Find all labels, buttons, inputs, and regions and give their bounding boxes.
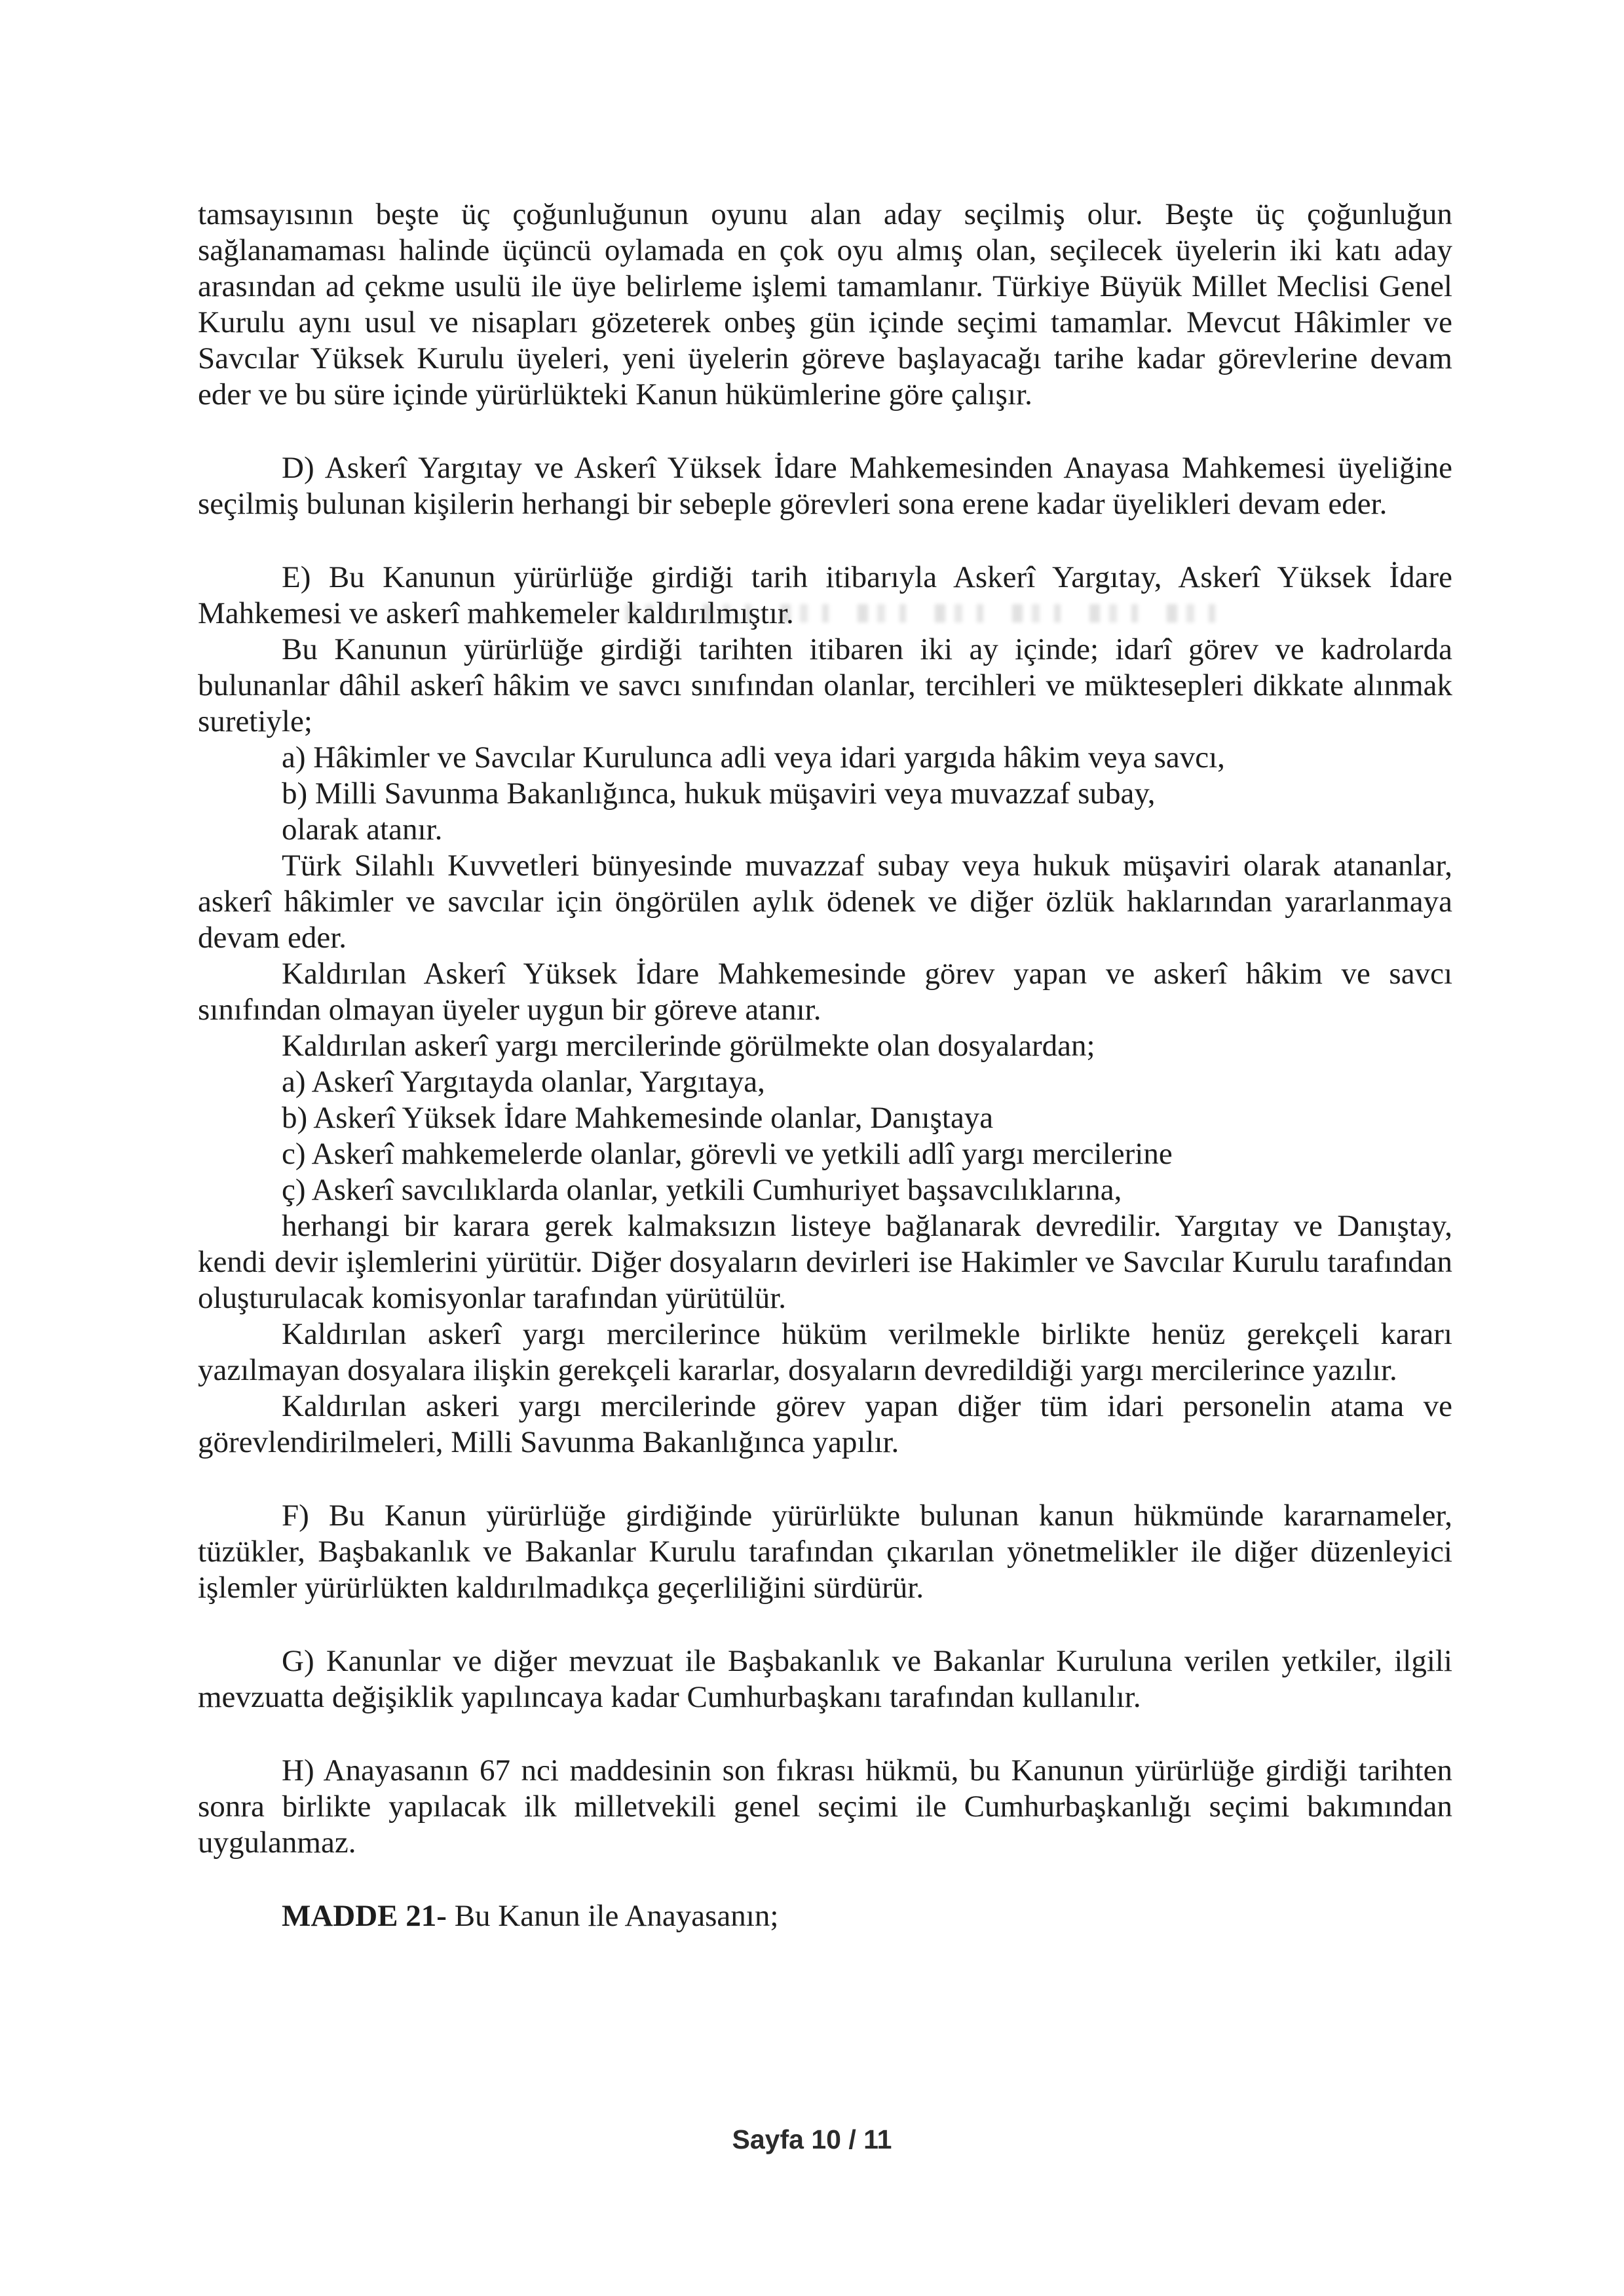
clause-e-implementation: Bu Kanunun yürürlüğe girdiği tarihten itibaren iki ay içinde; idarî görev ve kadrolarda bulunanlar dâhil askerî hâkim ve savcı sınıfından olanlar, tercihleri ve müktesepleri dikkate alınmak suretiyle; (198, 632, 1452, 738)
clause-h-paragraph: H) Anayasanın 67 nci maddesinin son fıkrası hükmü, bu Kanunun yürürlüğe girdiği tarihten sonra birlikte yapılacak ilk milletvekili genel seçimi ile Cumhurbaşkanlığı seçimi bakımından uygulanmaz. (198, 1753, 1452, 1860)
madde-21-text: Bu Kanun ile Anayasanın; (446, 1899, 779, 1933)
file-item-a-yargitay: a) Askerî Yargıtayda olanlar, Yargıtaya, (282, 1065, 765, 1099)
paragraph-reasoned-decisions: Kaldırılan askerî yargı mercilerince hüküm verilmekle birlikte henüz gerekçeli kararı yazılmayan dosyalara ilişkin gerekçeli kararlar, dosyaların devredildiği yargı mercilerince yazılır. (198, 1317, 1452, 1387)
madde-21-label: MADDE 21- (282, 1899, 447, 1933)
clause-d-paragraph: D) Askerî Yargıtay ve Askerî Yüksek İdare Mahkemesinden Anayasa Mahkemesi üyeliğine seçilmiş bulunan kişilerin herhangi bir sebeple görevleri sona erene kadar üyelikleri devam eder. (198, 451, 1452, 521)
list-closing-line: olarak atanır. (282, 813, 443, 847)
paragraph-admin-personnel: Kaldırılan askeri yargı mercilerinde görev yapan diğer tüm idari personelin atama ve görevlendirilmeleri, Milli Savunma Bakanlığınca yapılır. (198, 1389, 1452, 1459)
paragraph-continuation: tamsayısının beşte üç çoğunluğunun oyunu alan aday seçilmiş olur. Beşte üç çoğunluğun sağlanamaması halinde üçüncü oylamada en çok oyu almış olan, seçilecek üyelerin iki katı aday arasından ad çekme usulü ile üye belirleme işlemi tamamlanır. Türkiye Büyük Millet Meclisi Genel Kurulu aynı usul ve nisapları gözeterek onbeş gün içinde seçimi tamamlar. Mevcut Hâkimler ve Savcılar Yüksek Kurulu üyeleri, yeni üyelerin göreve başlayacağı tarihe kadar görevlerine devam eder ve bu süre içinde yürürlükteki Kanun hükümlerine göre çalışır. (198, 197, 1452, 411)
list-item-a-judges: a) Hâkimler ve Savcılar Kurulunca adli veya idari yargıda hâkim veya savcı, (282, 740, 1225, 775)
madde-21-line (198, 1898, 1452, 1934)
file-item-b-danistay: b) Askerî Yüksek İdare Mahkemesinde olanlar, Danıştaya (282, 1101, 994, 1135)
file-item-cc-prosecutors: ç) Askerî savcılıklarda olanlar, yetkili Cumhuriyet başsavcılıklarına, (282, 1173, 1122, 1207)
paragraph-pending-files-intro: Kaldırılan askerî yargı mercilerinde görülmekte olan dosyalardan; (282, 1029, 1095, 1063)
clause-e-paragraph: E) Bu Kanunun yürürlüğe girdiği tarih itibarıyla Askerî Yargıtay, Askerî Yüksek İdare Mahkemesi ve askerî mahkemeler kaldırılmıştır. (198, 560, 1452, 630)
paragraph-tsk-officers: Türk Silahlı Kuvvetleri bünyesinde muvazzaf subay veya hukuk müşaviri olarak atananlar, askerî hâkimler ve savcılar için öngörülen aylık ödenek ve diğer özlük haklarından yararlanmaya devam eder. (198, 849, 1452, 955)
page-body-text (198, 197, 1452, 1934)
list-item-b-defense-ministry: b) Milli Savunma Bakanlığınca, hukuk müşaviri veya muvazzaf subay, (282, 776, 1156, 811)
clause-f-paragraph: F) Bu Kanun yürürlüğe girdiğinde yürürlükte bulunan kanun hükmünde kararnameler, tüzükler, Başbakanlık ve Bakanlar Kurulu tarafından çıkarılan yönetmelikler ile diğer düzenleyici işlemler yürürlükten kaldırılmadıkça geçerliliğini sürdürür. (198, 1499, 1452, 1605)
clause-g-paragraph: G) Kanunlar ve diğer mevzuat ile Başbakanlık ve Bakanlar Kuruluna verilen yetkiler, ilgili mevzuatta değişiklik yapılıncaya kadar Cumhurbaşkanı tarafından kullanılır. (198, 1644, 1452, 1714)
paragraph-ayim-members: Kaldırılan Askerî Yüksek İdare Mahkemesinde görev yapan ve askerî hâkim ve savcı sınıfından olmayan üyeler uygun bir göreve atanır. (198, 957, 1452, 1027)
paragraph-transfer-procedure: herhangi bir karara gerek kalmaksızın listeye bağlanarak devredilir. Yargıtay ve Danıştay, kendi devir işlemlerini yürütür. Diğer dosyaların devirleri ise Hakimler ve Savcılar Kurulu tarafından oluşturulacak komisyonlar tarafından yürütülür. (198, 1209, 1452, 1315)
page-number-footer: Sayfa 10 / 11 (732, 2124, 892, 2154)
file-item-c-courts: c) Askerî mahkemelerde olanlar, görevli ve yetkili adlî yargı mercilerine (282, 1137, 1173, 1171)
